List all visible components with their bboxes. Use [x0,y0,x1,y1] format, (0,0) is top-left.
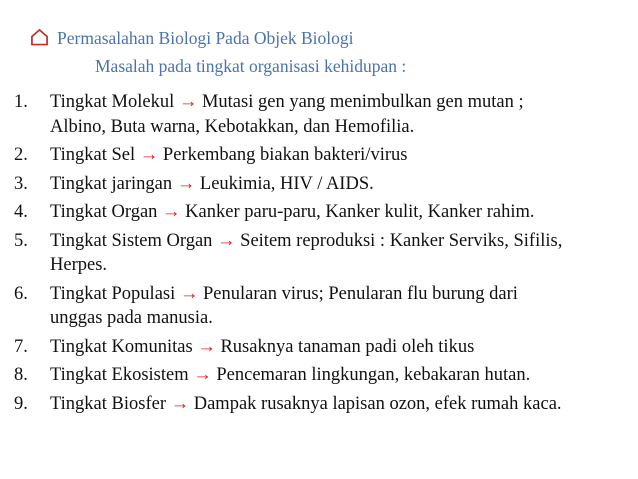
item-number: 9. [14,393,28,414]
list-item [14,143,634,168]
header-title: Permasalahan Biologi Pada Objek Biologi [57,27,354,48]
item-number: 2. [14,145,28,165]
item-description: Leukimia, HIV / AIDS. [199,173,374,194]
item-body [50,392,634,417]
item-description: Mutasi gen yang menimbulkan gen mutan ; [201,92,524,112]
item-first-line [50,174,374,194]
item-level: Tingkat Komunitas [50,336,193,357]
item-first-line [50,202,534,222]
item-first-line [50,337,474,357]
item-description: Rusaknya tanaman padi oleh tikus [220,336,475,357]
item-body [50,143,634,168]
item-body [50,172,634,197]
item-body [50,335,634,360]
arrow-right-icon: → [170,393,190,414]
arrow-right-icon: → [139,145,159,165]
item-number: 6. [14,283,28,304]
item-first-line [50,284,518,304]
item-description: Kanker paru-paru, Kanker kulit, Kanker rahim. [185,202,535,222]
item-first-line [50,145,407,165]
arrow-right-icon: → [178,92,198,112]
item-level: Tingkat Sistem Organ [50,230,213,251]
header-title-row [30,26,630,50]
item-body [50,90,634,139]
item-first-line [50,365,530,385]
item-level: Tingkat Sel [50,145,136,165]
item-body [50,282,634,331]
list-item [14,200,634,225]
arrow-right-icon: → [176,173,196,194]
item-description: Dampak rusaknya lapisan ozon, efek rumah kaca. [193,393,562,414]
list-item [14,392,634,417]
list-item [14,172,634,197]
item-number: 4. [14,202,28,222]
list-item [14,90,634,139]
item-description: Pencemaran lingkungan, kebakaran hutan. [216,365,531,385]
item-level: Tingkat Ekosistem [50,365,189,385]
arrow-right-icon: → [162,202,181,222]
item-number: 7. [14,336,28,357]
item-level: Tingkat Populasi [50,283,176,304]
organization-level-list [14,90,634,420]
arrow-right-icon: → [193,365,212,385]
list-item [14,335,634,360]
item-number: 1. [14,92,28,112]
item-body [50,363,634,388]
item-description-continued: Albino, Buta warna, Kebotakkan, dan Hemofilia. [50,116,415,137]
item-body [50,200,634,225]
item-description-continued: Herpes. [50,255,108,275]
item-description: Seitem reproduksi : Kanker Serviks, Sifilis, [240,230,563,251]
item-level: Tingkat jaringan [50,173,173,194]
item-number: 8. [14,365,28,385]
arrow-right-icon: → [217,230,236,251]
item-level: Tingkat Molekul [50,92,175,112]
item-level: Tingkat Organ [50,202,158,222]
item-level: Tingkat Biosfer [50,393,166,414]
item-description: Penularan virus; Penularan flu burung dari [203,283,518,304]
item-first-line [50,231,562,251]
item-number: 3. [14,173,28,194]
item-body [50,229,634,278]
list-item [14,229,634,278]
arrow-right-icon: → [179,283,199,304]
arrow-right-icon: → [197,336,216,357]
list-item [14,363,634,388]
item-description: Perkembang biakan bakteri/virus [162,145,408,165]
header-subtitle: Masalah pada tingkat organisasi kehidupan : [95,56,407,76]
item-number: 5. [14,230,28,251]
home-icon [30,28,49,46]
slide-header [30,26,630,77]
list-item [14,282,634,331]
item-description-continued: unggas pada manusia. [50,308,213,328]
item-first-line [50,92,524,112]
item-first-line [50,394,562,414]
